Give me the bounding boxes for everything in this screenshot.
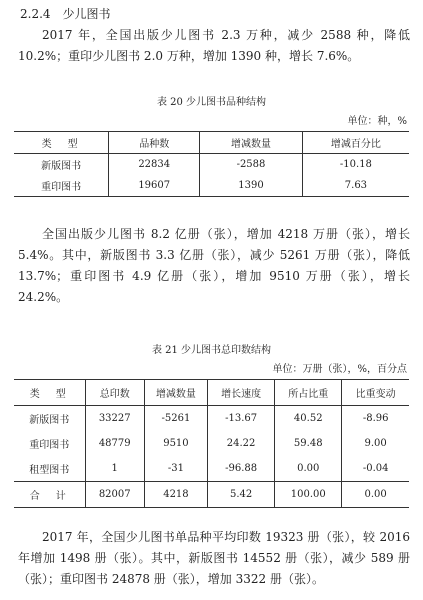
table-cell: 100.00 xyxy=(275,482,342,508)
table-cell: -0.04 xyxy=(342,456,409,482)
paragraph-title-count: 2017 年，全国出版少儿图书 2.3 万种，减少 2588 种，降低 10.2%；重印少儿图书 2.0 万种，增加 1390 种，增长 7.6%。 xyxy=(18,28,410,63)
table20-header-cell: 增减百分比 xyxy=(302,132,409,154)
table-cell: -96.88 xyxy=(208,456,275,482)
table-row xyxy=(14,406,409,432)
table-cell: 7.63 xyxy=(302,175,409,197)
table-row xyxy=(14,431,409,456)
table-cell: 合 计 xyxy=(14,482,85,508)
table21-header-cell: 增长速度 xyxy=(208,380,275,406)
table-cell: 24.22 xyxy=(208,431,275,456)
table20-header-cell: 增减数量 xyxy=(200,132,303,154)
table-cell: 新版图书 xyxy=(29,415,70,426)
table21-unit: 单位：万册（张），%，百分点 xyxy=(272,364,407,375)
table20-header-row xyxy=(14,132,409,154)
table-cell: -31 xyxy=(144,456,207,482)
table20-unit: 单位：种，% xyxy=(347,116,407,127)
table-cell: 19607 xyxy=(109,175,200,197)
table-cell: -2588 xyxy=(200,154,303,176)
table20-title: 表 20 少儿图书品种结构 xyxy=(156,97,267,108)
section-title: 少儿图书 xyxy=(62,7,111,21)
table21-print-volume-structure xyxy=(14,379,409,508)
table-row xyxy=(14,154,409,176)
table-cell: -5261 xyxy=(144,406,207,432)
table21-header-cell: 所占比重 xyxy=(275,380,342,406)
table-cell: 33227 xyxy=(85,406,144,432)
table21-title: 表 21 少儿图书总印数结构 xyxy=(151,345,272,356)
table-cell: -10.18 xyxy=(302,154,409,176)
table-cell: 4218 xyxy=(144,482,207,508)
paragraph-print-volume: 全国出版少儿图书 8.2 亿册（张），增加 4218 万册（张），增长 5.4%。其中，新版图书 3.3 亿册（张），减少 5261 万册（张），降低 13.7%；重印图书 4.9 亿册（张），增加 9510 万册（张），增长 24.2%。 xyxy=(18,227,410,304)
table-cell: 重印图书 xyxy=(41,182,82,193)
table-total-row xyxy=(14,482,409,508)
table-cell: 59.48 xyxy=(275,431,342,456)
table-cell: 48779 xyxy=(85,431,144,456)
table-cell: 9.00 xyxy=(342,431,409,456)
table-cell: 22834 xyxy=(109,154,200,176)
table-cell: 租型图书 xyxy=(29,465,70,476)
table-cell: 82007 xyxy=(85,482,144,508)
table-row xyxy=(14,456,409,482)
table-cell: 1 xyxy=(85,456,144,482)
table21-header-cell: 比重变动 xyxy=(342,380,409,406)
table20-header-cell: 品种数 xyxy=(109,132,200,154)
section-heading xyxy=(20,6,111,22)
table-cell: 5.42 xyxy=(208,482,275,508)
table20-header-cell: 类 型 xyxy=(14,132,109,154)
section-number: 2.2.4 xyxy=(20,7,51,21)
table-cell: 0.00 xyxy=(275,456,342,482)
table21-header-row xyxy=(14,380,409,406)
table-cell: 重印图书 xyxy=(29,440,70,451)
table-cell: 新版图书 xyxy=(41,161,82,172)
table21-header-cell: 增减数量 xyxy=(144,380,207,406)
table-cell: 0.00 xyxy=(342,482,409,508)
table-cell: -8.96 xyxy=(342,406,409,432)
table-row xyxy=(14,175,409,197)
paragraph-average-print: 2017 年，全国少儿图书单品种平均印数 19323 册（张），较 2016 年增加 1498 册（张）。其中，新版图书 14552 册（张），减少 589 册（张）；重印图书 24878 册（张），增加 3322 册（张）。 xyxy=(18,530,410,586)
table-cell: -13.67 xyxy=(208,406,275,432)
table-cell: 1390 xyxy=(200,175,303,197)
table20-title-structure xyxy=(14,131,409,197)
table21-header-cell: 类 型 xyxy=(14,380,85,406)
table-cell: 40.52 xyxy=(275,406,342,432)
table21-header-cell: 总印数 xyxy=(85,380,144,406)
table-cell: 9510 xyxy=(144,431,207,456)
